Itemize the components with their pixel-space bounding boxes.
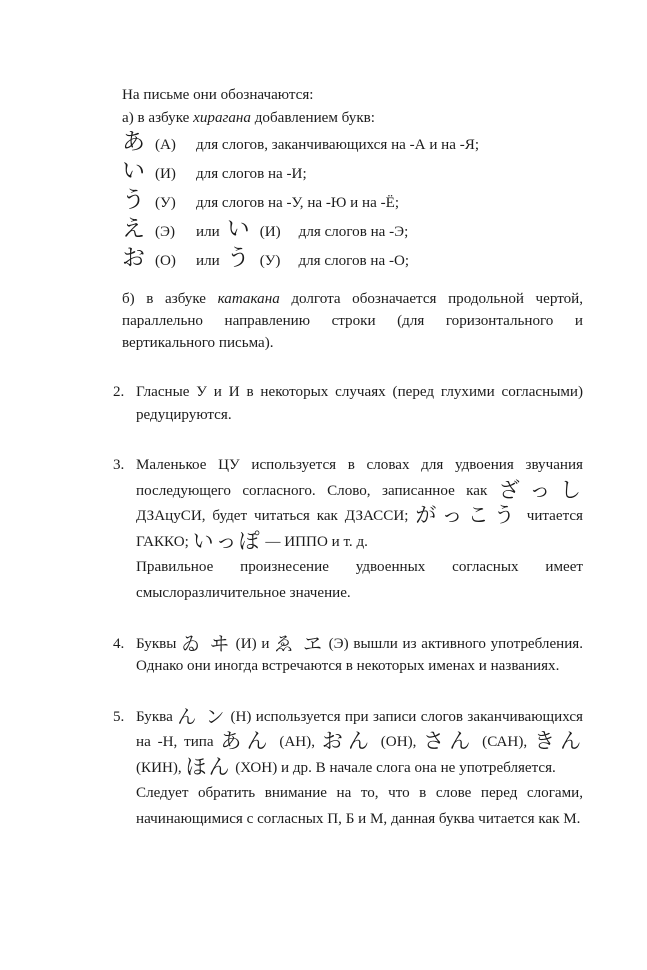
kana-description: для слогов на -И;	[196, 165, 307, 182]
kana-alt-romanization: (У)	[259, 252, 281, 269]
item-text	[136, 633, 583, 678]
katakana-note-prefix: б) в азбуке	[122, 290, 218, 307]
item-text: Гласные У и И в некоторых случаях (перед глухими согласными) редуцируются.	[136, 384, 583, 423]
kana-glyph: い	[122, 157, 145, 184]
hiragana-term: хирагана	[193, 110, 251, 127]
page-content	[113, 84, 583, 832]
intro-line-2	[113, 107, 583, 129]
kana-row	[113, 186, 583, 218]
kana-inline-hon: ほん	[185, 754, 232, 779]
list-item	[113, 453, 583, 606]
kana-alt-glyph: い	[226, 215, 250, 242]
kana-row	[113, 128, 583, 160]
list-item	[113, 633, 583, 678]
kana-inline-wi: ゐ ヰ	[181, 633, 231, 656]
item-segment: Буквы	[136, 636, 182, 653]
item-number: 5.	[113, 708, 125, 725]
item-segment: (ХОН) и др. В начале слога она не употребляется.	[231, 759, 556, 776]
numbered-rules-list	[113, 381, 583, 832]
kana-description: для слогов, заканчивающихся на -А и на -Я;	[196, 136, 480, 153]
item-segment: (ОН),	[373, 734, 424, 751]
kana-inline-ippo: いっぽ	[192, 528, 262, 553]
kana-romanization: (У)	[155, 194, 176, 211]
item-segment: Маленькое ЦУ используется в словах для удвоения звучания последующего согласного. Слово, записанное как	[136, 457, 583, 499]
list-item	[113, 381, 583, 426]
item-number: 4.	[113, 636, 125, 653]
item-text	[136, 453, 583, 555]
kana-inline-an: あん	[220, 729, 273, 754]
item-segment: (АН),	[272, 734, 322, 751]
kana-description: для слогов на -У, на -Ю и на -Ё;	[196, 194, 400, 211]
item-number: 3.	[113, 457, 125, 474]
kana-romanization: (О)	[155, 252, 176, 269]
kana-table	[113, 128, 583, 276]
kana-alt-romanization: (И)	[259, 223, 281, 240]
kana-inline-we: ゑ ヱ	[274, 633, 324, 656]
item-segment: — ИППО и т. д.	[261, 533, 368, 550]
kana-glyph: え	[122, 215, 145, 242]
item-segment: (Э) вышли из активного употребления. Однако они иногда встречаются в некоторых именах и названиях.	[136, 636, 584, 675]
item-segment: (И) и	[230, 636, 275, 653]
katakana-note	[113, 288, 583, 355]
kana-glyph: お	[122, 244, 145, 271]
katakana-term: катакана	[217, 290, 280, 307]
item-segment: (КИН),	[136, 759, 186, 776]
item-segment: ДЗАцуСИ, будет читаться как ДЗАССИ;	[136, 508, 416, 525]
kana-romanization: (Э)	[155, 223, 176, 240]
kana-glyph: う	[122, 186, 145, 213]
kana-inline-n: ん ン	[177, 705, 227, 728]
kana-alt-conjunction: или	[196, 223, 220, 240]
item-text	[136, 705, 583, 782]
intro-suffix: добавлением букв:	[250, 110, 375, 127]
kana-inline-gakkou: がっこう	[415, 503, 520, 528]
item-segment: (Н) используется при записи слогов заканчивающихся на -Н, типа	[136, 708, 583, 751]
item-tail-text: Правильное произнесение удвоенных согласных имеет смыслоразличительное значение.	[136, 559, 583, 601]
kana-inline-zasshi: ざっし	[498, 477, 584, 502]
kana-row	[113, 215, 583, 247]
item-number: 2.	[113, 384, 125, 401]
kana-alt-conjunction: или	[196, 252, 220, 269]
kana-romanization: (И)	[155, 165, 176, 182]
katakana-note-suffix: долгота обозначается продольной чертой, параллельно направлению строки (для горизонтального и вертикального письма).	[122, 290, 583, 352]
kana-row	[113, 157, 583, 189]
kana-inline-san: さん	[423, 729, 476, 754]
item-tail-text: Следует обратить внимание на то, что в слове перед слогами, начинающимися с согласных П, Б и М, данная буква читается как М.	[136, 785, 583, 827]
kana-glyph: あ	[122, 128, 145, 155]
intro-prefix: а) в азбуке	[122, 110, 194, 127]
item-segment: читается ГАККО;	[136, 508, 583, 550]
kana-inline-on: おん	[321, 729, 374, 754]
intro-line-1: На письме они обозначаются:	[122, 87, 314, 103]
kana-alt-glyph: う	[226, 244, 250, 271]
kana-description: для слогов на -Э;	[298, 223, 409, 240]
kana-inline-kin: きん	[533, 729, 584, 754]
kana-romanization: (А)	[155, 136, 176, 153]
item-segment: (САН),	[475, 734, 534, 751]
kana-row	[113, 244, 583, 276]
item-segment: Буква	[136, 708, 178, 725]
list-item	[113, 705, 583, 833]
kana-description: для слогов на -О;	[298, 252, 410, 269]
